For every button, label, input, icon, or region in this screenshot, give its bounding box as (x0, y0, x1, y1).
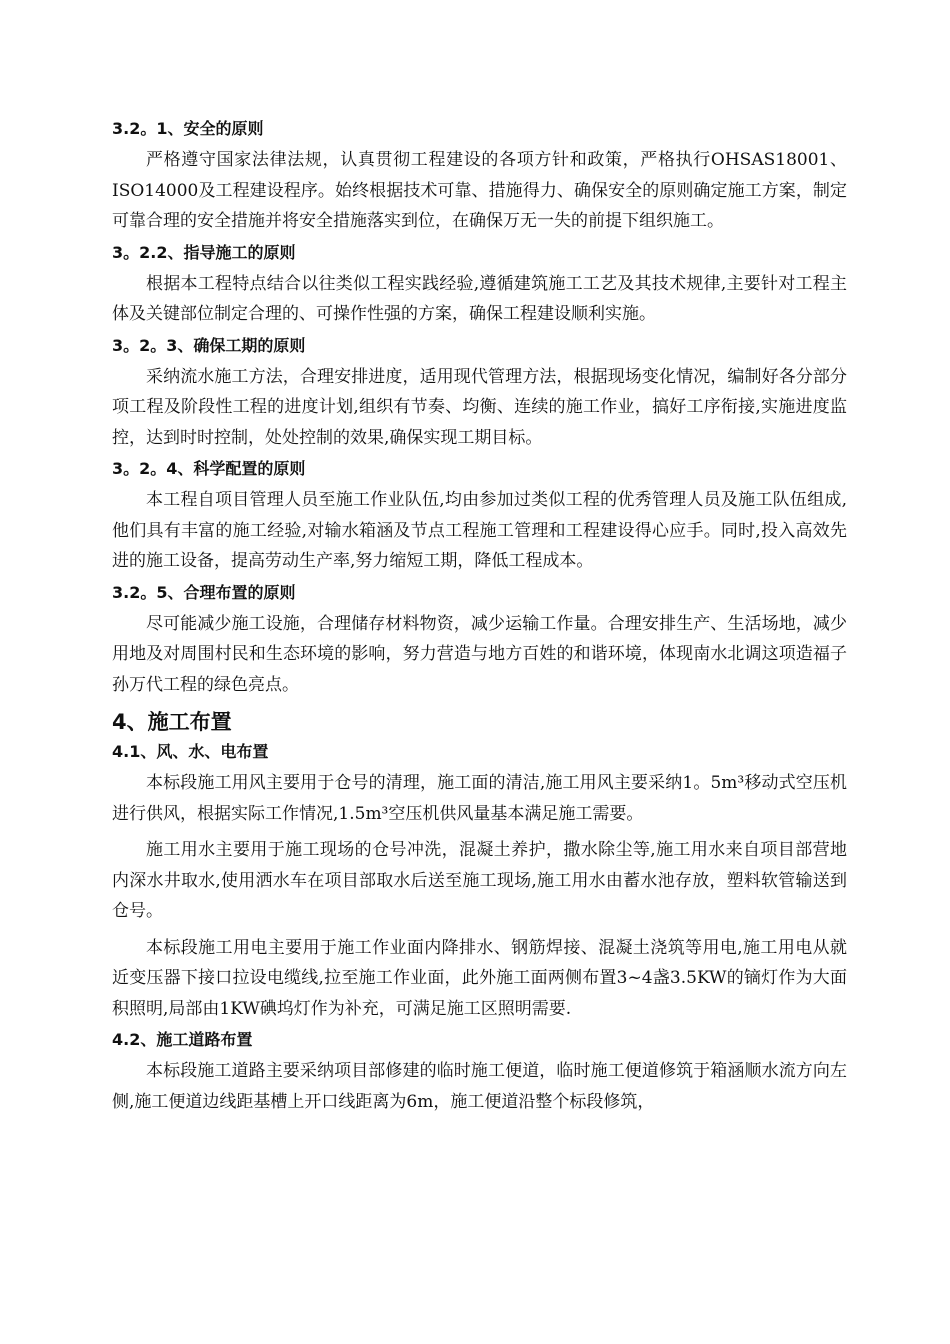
section-paragraph: 严格遵守国家法律法规，认真贯彻工程建设的各项方针和政策，严格执行OHSAS18001、ISO14000及工程建设程序。始终根据技术可靠、措施得力、确保安全的原则确定施工方案，制定可靠合理的安全措施并将安全措施落实到位，在确保万无一失的前提下组织施工。 (112, 150, 847, 231)
subsection-heading-utilities: 4.1、风、水、电布置 (112, 742, 269, 761)
subsection-paragraph-roads: 本标段施工道路主要采纳项目部修建的临时施工便道，临时施工便道修筑于箱涵顺水流方向左侧,施工便道边线距基槽上开口线距离为6m，施工便道沿整个标段修筑， (112, 1061, 847, 1112)
section-heading-configuration: 3。2。4、科学配置的原则 (112, 459, 306, 478)
section-paragraph: 根据本工程特点结合以往类似工程实践经验,遵循建筑施工工艺及其技术规律,主要针对工程主体及关键部位制定合理的、可操作性强的方案，确保工程建设顺利实施。 (112, 273, 847, 324)
section-heading-guidance: 3。2.2、指导施工的原则 (112, 242, 296, 262)
section-paragraph: 采纳流水施工方法，合理安排进度，适用现代管理方法，根据现场变化情况，编制好各分部分项工程及阶段性工程的进度计划,组织有节奏、均衡、连续的施工作业，搞好工序衔接,实施进度监控，达到时时控制，处处控制的效果,确保实现工期目标。 (112, 366, 847, 448)
section-paragraph: 尽可能减少施工设施，合理储存材料物资，减少运输工作量。合理安排生产、生活场地，减少用地及对周围村民和生态环境的影响，努力营造与地方百姓的和谐环境，体现南水北调这项造福子孙万代工程的绿色亮点。 (112, 613, 847, 695)
subsection-paragraph-power: 本标段施工用电主要用于施工作业面内降排水、钢筋焊接、混凝土浇筑等用电,施工用电从就近变压器下接口拉设电缆线,拉至施工作业面，此外施工面两侧布置3~4盏3.5KW的镝灯作为大面积照明,局部由1KW碘坞灯作为补充，可满足施工区照明需要. (112, 937, 847, 1019)
section-heading-safety: 3.2。1、安全的原则 (112, 119, 264, 138)
section-heading-layout: 3.2。5、合理布置的原则 (112, 582, 296, 602)
subsection-paragraph-water: 施工用水主要用于施工现场的仓号冲洗，混凝土养护，撒水除尘等,施工用水来自项目部营地内深水井取水,使用洒水车在项目部取水后送至施工现场,施工用水由蓄水池存放，塑料软管输送到仓号。 (112, 840, 847, 921)
document-body (112, 113, 847, 1117)
subsection-heading-roads: 4.2、施工道路布置 (112, 1030, 253, 1049)
section-heading-schedule: 3。2。3、确保工期的原则 (112, 335, 306, 355)
section-paragraph: 本工程自项目管理人员至施工作业队伍,均由参加过类似工程的优秀管理人员及施工队伍组成,他们具有丰富的施工经验,对输水箱涵及节点工程施工管理和工程建设得心应手。同时,投入高效先进的施工设备，提高劳动生产率,努力缩短工期，降低工程成本。 (112, 490, 847, 571)
chapter-heading: 4、施工布置 (112, 710, 232, 734)
subsection-paragraph-air: 本标段施工用风主要用于仓号的清理，施工面的清洁,施工用风主要采纳1。5m³移动式空压机进行供风，根据实际工作情况,1.5m³空压机供风量基本满足施工需要。 (112, 773, 847, 824)
